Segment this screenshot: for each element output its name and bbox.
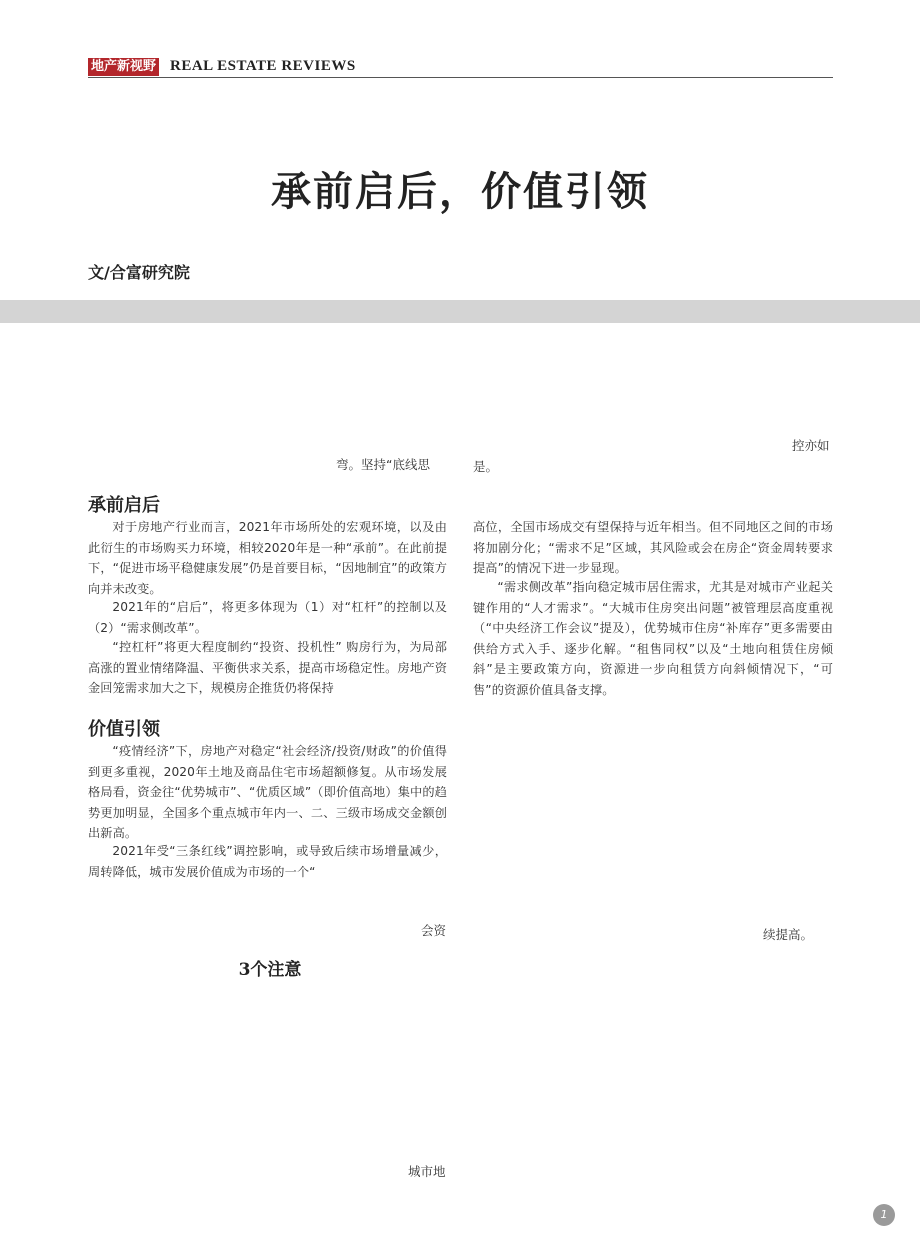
fragment-left-bottom: 会资 xyxy=(421,923,447,938)
page-number-badge: 1 xyxy=(873,1204,895,1226)
article-author: 文/合富研究院 xyxy=(88,263,190,282)
section-heading-2: 价值引领 xyxy=(88,719,160,740)
right-paragraph-2: “需求侧改革”指向稳定城市居住需求，尤其是对城市产业起关键作用的“人才需求”。“大城市住房突出问题”被管理层高度重视（“中央经济工作会议”提及），优势城市住房“补库存”更多需要由供给方式入手、逐步化解。“租售同权”以及“土地向租赁住房倾斜”是主要政策方向，资源进一步向租赁方向斜倾情况下，“可售”的资源价值具备支撑。 xyxy=(473,580,833,697)
section-heading-1: 承前启后 xyxy=(88,495,160,516)
section2-paragraph-2: 2021年受“三条红线”调控影响，或导致后续市场增量减少，周转降低，城市发展价值成为市场的一个“ xyxy=(88,844,447,879)
page-header xyxy=(88,57,833,78)
fragment-right-bottom: 续提高。 xyxy=(763,927,814,942)
right-paragraph-1: 高位，全国市场成交有望保持与近年相当。但不同地区之间的市场将加剧分化；“需求不足”区域，其风险或会在房企“资金周转要求提高”的情况下进一步显现。 xyxy=(473,520,833,575)
gray-band xyxy=(0,300,920,323)
subheading: 3个注意 xyxy=(238,960,302,980)
fragment-left-top: 弯。坚持“底线思 xyxy=(336,457,430,472)
section2-paragraph-1: “疫情经济”下，房地产对稳定“社会经济/投资/财政”的价值得到更多重视，2020年土地及商品住宅市场超额修复。从市场发展格局看，资金往“优势城市”、“优质区域”（即价值高地）集中的趋势更加明显，全国多个重点城市年内一、二、三级市场成交金额创出新高。 xyxy=(88,744,447,840)
header-badge: 地产新视野 xyxy=(88,58,159,76)
section1-paragraph-2: 2021年的“启后”，将更多体现为（1）对“杠杆”的控制以及（2）“需求侧改革”。 xyxy=(88,600,447,635)
fragment-right-top: 控亦如 xyxy=(792,438,830,453)
fragment-left-footer: 城市地 xyxy=(408,1164,446,1179)
fragment-right-second: 是。 xyxy=(473,459,499,474)
article-title: 承前启后，价值引领 xyxy=(271,168,649,215)
section1-paragraph-1: 对于房地产行业而言，2021年市场所处的宏观环境，以及由此衍生的市场购买力环境，相较2020年是一种“承前”。在此前提下，“促进市场平稳健康发展”仍是首要目标，“因地制宜”的政策方向并未改变。 xyxy=(88,520,447,596)
section1-paragraph-3: “控杠杆”将更大程度制约“投资、投机性” 购房行为，为局部高涨的置业情绪降温、平衡供求关系，提高市场稳定性。房地产资金回笼需求加大之下，规模房企推货仍将保持 xyxy=(88,640,447,695)
header-title: REAL ESTATE REVIEWS xyxy=(170,58,356,74)
